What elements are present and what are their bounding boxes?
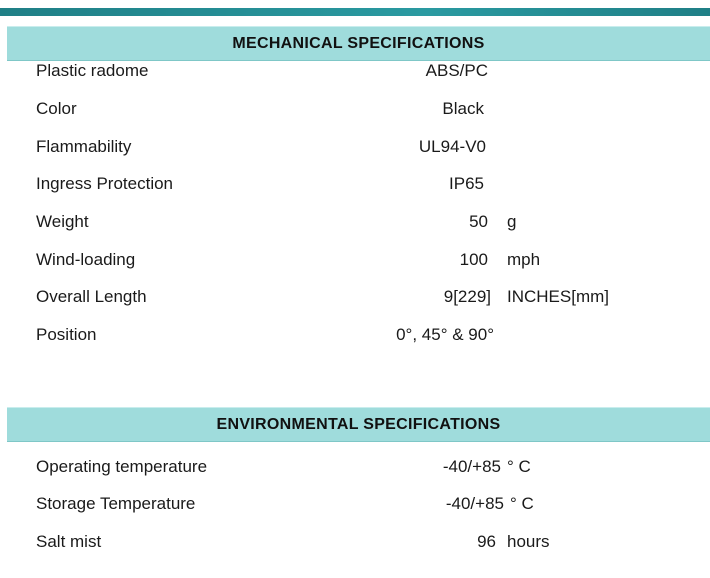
spec-label: Salt mist xyxy=(36,532,102,551)
spec-value: -40/+85 xyxy=(445,494,504,513)
spec-label: Ingress Protection xyxy=(36,174,174,193)
spec-value: 100 xyxy=(459,250,488,269)
spec-value: UL94-V0 xyxy=(418,137,486,156)
environmental-specifications-title: ENVIRONMENTAL SPECIFICATIONS xyxy=(216,415,501,433)
spec-unit: hours xyxy=(507,532,550,551)
mechanical-specifications-title: MECHANICAL SPECIFICATIONS xyxy=(232,34,485,52)
mechanical-specifications-header xyxy=(7,26,710,61)
spec-label: Flammability xyxy=(36,137,132,156)
spec-value: 0°, 45° & 90° xyxy=(396,325,494,344)
spec-unit: g xyxy=(507,212,517,231)
spec-label: Color xyxy=(36,99,77,118)
spec-value: 9[229] xyxy=(443,287,491,306)
spec-row-weight xyxy=(0,212,710,236)
spec-label: Operating temperature xyxy=(36,457,208,476)
spec-row-color xyxy=(0,99,710,123)
spec-value: Black xyxy=(442,99,484,118)
spec-row-salt-mist xyxy=(0,532,710,556)
spec-label: Weight xyxy=(36,212,89,231)
spec-unit: ° C xyxy=(510,494,534,513)
spec-row-flammability xyxy=(0,137,710,161)
spec-unit: ° C xyxy=(507,457,531,476)
spec-value: ABS/PC xyxy=(425,61,488,80)
spec-row-storage-temperature xyxy=(0,494,710,518)
spec-label: Storage Temperature xyxy=(36,494,196,513)
spec-label: Position xyxy=(36,325,97,344)
spec-row-wind-loading xyxy=(0,250,710,274)
spec-row-ingress-protection xyxy=(0,174,710,198)
spec-unit: INCHES[mm] xyxy=(507,287,609,306)
spec-label: Plastic radome xyxy=(36,61,149,80)
spec-row-overall-length xyxy=(0,287,710,311)
spec-value: 50 xyxy=(469,212,488,231)
environmental-specifications-header xyxy=(7,407,710,442)
spec-row-plastic-radome xyxy=(0,61,710,85)
spec-value: IP65 xyxy=(449,174,484,193)
spec-label: Overall Length xyxy=(36,287,147,306)
spec-value: -40/+85 xyxy=(442,457,501,476)
spec-value: 96 xyxy=(477,532,496,551)
spec-row-operating-temperature xyxy=(0,457,710,481)
spec-row-position xyxy=(0,325,710,349)
spec-label: Wind-loading xyxy=(36,250,136,269)
spec-unit: mph xyxy=(507,250,541,269)
top-accent-bar xyxy=(0,8,710,16)
